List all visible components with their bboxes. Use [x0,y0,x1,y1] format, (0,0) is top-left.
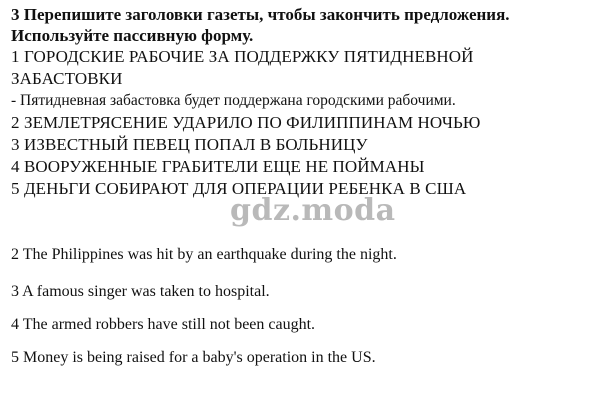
headline-5: 5 ДЕНЬГИ СОБИРАЮТ ДЛЯ ОПЕРАЦИИ РЕБЕНКА В США [11,179,467,198]
task-header-line-1: 3 Перепишите заголовки газеты, чтобы закончить предложения. [11,5,510,24]
headline-4: 4 ВООРУЖЕННЫЕ ГРАБИТЕЛИ ЕЩЕ НЕ ПОЙМАНЫ [11,157,425,176]
answer-3: 3 A famous singer was taken to hospital. [11,283,270,300]
task-header-line-2: Используйте пассивную форму. [11,26,254,45]
watermark: gdz.moda [230,193,396,228]
answer-5: 5 Money is being raised for a baby's operation in the US. [11,349,376,366]
headline-1-line-2: ЗАБАСТОВКИ [11,69,123,88]
headline-1-translation: - Пятидневная забастовка будет поддержана городскими рабочими. [11,92,456,109]
answer-2: 2 The Philippines was hit by an earthquake during the night. [11,246,397,263]
headline-3: 3 ИЗВЕСТНЫЙ ПЕВЕЦ ПОПАЛ В БОЛЬНИЦУ [11,135,368,154]
headline-1-line-1: 1 ГОРОДСКИЕ РАБОЧИЕ ЗА ПОДДЕРЖКУ ПЯТИДНЕВНОЙ [11,47,474,66]
answer-4: 4 The armed robbers have still not been caught. [11,316,316,333]
headline-2: 2 ЗЕМЛЕТРЯСЕНИЕ УДАРИЛО ПО ФИЛИППИНАМ НОЧЬЮ [11,113,481,132]
